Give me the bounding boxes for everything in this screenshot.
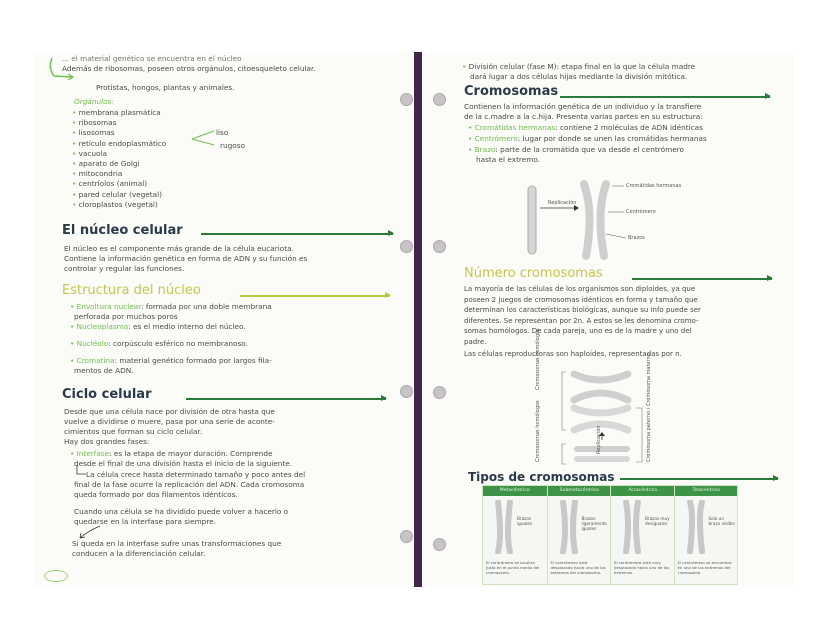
- chromosome-replication-figure: [522, 178, 682, 260]
- interphase-text-3: La célula crece hasta determinado tamaño y poco antes del: [86, 470, 306, 479]
- bullet-icon: •: [468, 145, 475, 154]
- organelle-label: centríolos (animal): [78, 179, 148, 189]
- chromosomes-intro-2: de la c.madre a la c.hija. Presenta varias partes en su estructura:: [464, 112, 703, 121]
- binder-hole: [433, 240, 446, 253]
- organelle-label: retículo endoplasmático: [78, 138, 167, 148]
- bullet-icon: •: [72, 199, 79, 209]
- part-term: Cromátidas hermanas: [474, 123, 556, 132]
- structure-text-cont: mentos de ADN.: [74, 366, 134, 375]
- sister-chromatids-label: Cromátidas hermanas: [626, 183, 682, 189]
- structure-item: [70, 302, 272, 311]
- chromosome-shape-icon: [489, 500, 519, 554]
- chromosome-shape-icon: [681, 500, 711, 554]
- chromosome-shape-icon: [554, 500, 584, 554]
- differentiation-text-1: Si queda en la interfase sufre unas transformaciones que: [72, 539, 282, 548]
- number-text-line: somas homólogos. De cada pareja, uno es de la madre y uno del: [464, 327, 692, 335]
- binder-hole: [433, 93, 446, 106]
- type-arm-label: Brazos ligeramente iguales: [581, 516, 607, 531]
- type-caption: El centrómero se localiza justo en el punto medio del cromosoma.: [486, 560, 540, 575]
- part-term: Brazo: [474, 145, 496, 154]
- binder-hole: [400, 385, 413, 398]
- nucleus-text-1: El núcleo es el componente más grande de la célula eucariota.: [64, 244, 294, 253]
- organelle-item: [72, 108, 161, 117]
- structure-text-cont: perforada por muchos poros: [74, 312, 178, 321]
- bullet-icon: •: [72, 138, 79, 148]
- type-name: Telocéntrico: [692, 488, 720, 493]
- structure-term: Envoltura nuclear: [76, 302, 142, 311]
- type-caption: El centrómero se encuentra en uno de los extremos del cromosoma.: [677, 560, 732, 575]
- interphase-text-4: final de la fase ocurre la replicación del ADN. Cada cromosoma: [74, 480, 305, 489]
- replication-label: Replicación: [548, 200, 577, 206]
- organelles-title: Orgánulos:: [74, 97, 114, 106]
- heading-arrow-icon: [186, 398, 386, 400]
- interphase-text-2: desde el final de una división hasta el inicio de la siguiente.: [74, 459, 293, 468]
- top-fragment-1: ... el material genético se encuentra en el núcleo: [62, 54, 242, 63]
- er-type-liso: liso: [216, 128, 229, 137]
- heading-arrow-icon: [560, 96, 770, 98]
- left-notebook-page: [34, 52, 415, 587]
- number-text-line: Las células reproductoras son haploides, representadas por n.: [464, 350, 682, 358]
- organelle-label: cloroplastos (vegetal): [78, 199, 158, 209]
- organelle-label: membrana plasmática: [78, 108, 161, 117]
- structure-term: Nucleoplasma: [76, 322, 129, 331]
- figure-replication-label: Replicación: [596, 425, 602, 454]
- structure-item: [70, 339, 248, 348]
- quiescence-text-1: Cuando una célula se ha dividido puede volver a hacerlo o: [74, 507, 289, 516]
- organelle-item: [72, 149, 107, 158]
- bullet-icon: •: [72, 159, 79, 168]
- structure-item: [70, 322, 246, 331]
- organelle-label: mitocondria: [78, 169, 123, 179]
- organelle-label: ribosomas: [78, 118, 117, 128]
- chromosomes-heading: Cromosomas: [464, 84, 559, 99]
- binder-hole: [400, 93, 413, 106]
- number-text-line: padre.: [464, 337, 487, 346]
- homologous-chromosomes-figure: [542, 368, 662, 466]
- type-arm-label: Solo un brazo visible: [708, 516, 735, 526]
- types-heading: Tipos de cromosomas: [468, 470, 615, 484]
- right-notebook-page: [422, 52, 794, 587]
- type-name: Metacéntrico: [499, 488, 530, 493]
- part-text: : parte de la cromátida que va desde el centrómero: [495, 145, 684, 154]
- structure-term: Cromatina: [76, 356, 115, 365]
- organelle-label: vacuola: [78, 148, 108, 158]
- chromosome-part-item: [468, 123, 703, 132]
- interphase-text-1: : es la etapa de mayor duración. Comprende: [109, 449, 273, 458]
- heading-arrow-icon: [632, 278, 772, 280]
- structure-term: Nucléolo: [76, 339, 109, 348]
- organelle-label: lisosomas: [78, 128, 115, 138]
- type-caption: El centrómero está desplazado hacia uno de los extremos del cromosoma.: [550, 560, 606, 575]
- nucleus-text-3: controlar y regular las funciones.: [64, 264, 185, 273]
- bullet-icon: •: [70, 322, 77, 331]
- homologous-label-top: Cromosomas homólogos: [535, 328, 541, 390]
- structure-text: : formada por una doble membrana: [141, 302, 272, 311]
- part-text: : lugar por donde se unen las cromátidas hermanas: [517, 134, 707, 143]
- homologous-label-bottom: Cromosomas homólogos: [535, 400, 541, 462]
- chromosome-type-column: [547, 486, 612, 584]
- organelle-label: aparato de Golgi: [78, 159, 140, 168]
- number-text-line: poseen 2 juegos de cromosomas idénticos en forma y tamaño que: [464, 295, 698, 304]
- bullet-icon: •: [72, 148, 79, 158]
- interphase-text-5: queda formado por dos filamentos idénticos.: [74, 490, 238, 499]
- organelle-item: [72, 128, 115, 137]
- cycle-intro-1: Desde que una célula nace por división de otra hasta que: [64, 407, 275, 416]
- interphase-term: Interfase: [76, 449, 110, 458]
- bullet-icon: •: [70, 339, 77, 348]
- bullet-icon: •: [72, 118, 79, 128]
- nucleus-heading: El núcleo celular: [62, 223, 183, 238]
- organelle-item: [72, 139, 166, 148]
- bullet-icon: •: [70, 302, 77, 311]
- bracket-arrow-icon: [46, 56, 76, 80]
- mitosis-text-2: dará lugar a dos células hijas mediante la división mitótica.: [470, 72, 688, 81]
- cycle-heading: Ciclo celular: [62, 387, 152, 402]
- number-text-line: La mayoría de las células de los organismos son diploides, ya que: [464, 285, 696, 293]
- chromosome-type-column: [674, 486, 739, 584]
- bullet-icon: •: [70, 356, 77, 365]
- heading-arrow-icon: [201, 233, 393, 235]
- top-fragment-2: Además de ribosomas, poseen otros orgánulos, citoesqueleto celular.: [62, 64, 316, 73]
- organelle-item: [72, 118, 116, 127]
- type-name: Submetacéntrico: [559, 488, 599, 493]
- structure-text: : es el medio interno del núcleo.: [128, 322, 246, 331]
- differentiation-text-2: conducen a la diferenciación celular.: [72, 549, 206, 558]
- organelle-item: [72, 169, 122, 178]
- binder-hole: [433, 386, 446, 399]
- heading-arrow-icon: [240, 295, 390, 297]
- type-arm-label: Brazos muy desiguales: [645, 516, 670, 526]
- part-text: : contiene 2 moléculas de ADN idénticas: [555, 123, 703, 132]
- bullet-icon: •: [462, 62, 469, 71]
- indent-arrow-icon: [74, 464, 88, 480]
- bullet-icon: •: [72, 179, 79, 189]
- chromosome-shape-icon: [617, 500, 647, 554]
- structure-heading: Estructura del núcleo: [62, 283, 201, 298]
- page-corner-doodle: [44, 570, 68, 582]
- structure-text: : material genético formado por largos fila-: [114, 356, 272, 365]
- cycle-intro-3: cimientos que forman su ciclo celular.: [64, 427, 203, 436]
- chromosome-type-column: [483, 486, 547, 584]
- chromosome-part-item: [468, 134, 707, 143]
- number-text-line: diferentes. Se representan por 2n. A estos se les denomina cromo-: [464, 316, 699, 325]
- part-text-cont: hasta el extremo.: [476, 155, 541, 164]
- heading-arrow-icon: [620, 478, 778, 480]
- bullet-icon: •: [72, 108, 79, 117]
- organelle-item: [72, 200, 158, 209]
- type-caption: El centrómero está muy desplazado hacia uno de los extremos.: [614, 560, 670, 575]
- cycle-intro-4: Hay dos grandes fases:: [64, 437, 150, 446]
- mitosis-text-1: División celular (fase M): etapa final en la que la célula madre: [468, 62, 696, 71]
- bullet-icon: •: [468, 123, 475, 132]
- chromosomes-intro-1: Contienen la información genética de un individuo y la transfiere: [464, 102, 702, 111]
- parental-label: Cromosoma paterno / Cromosoma materno: [646, 353, 652, 462]
- structure-item: [70, 356, 272, 365]
- bullet-icon: •: [70, 449, 77, 458]
- part-term: Centrómero: [474, 134, 518, 143]
- nucleus-text-2: Contiene la información genética en forma de ADN y su función es: [64, 254, 308, 263]
- bullet-icon: •: [72, 169, 79, 179]
- binder-hole: [400, 530, 413, 543]
- organelle-item: [72, 179, 147, 188]
- organelle-item: [72, 190, 162, 199]
- bullet-icon: •: [468, 134, 475, 143]
- number-heading: Número cromosomas: [464, 266, 603, 281]
- bullet-icon: •: [72, 189, 79, 199]
- binder-hole: [400, 240, 413, 253]
- type-name: Acrocéntrico: [628, 488, 658, 493]
- organisms-line: Protistas, hongos, plantas y animales.: [96, 83, 235, 92]
- quiescence-text-2: quedarse en la interfase para siempre.: [74, 517, 216, 526]
- chromosome-type-column: [610, 486, 675, 584]
- chromosome-types-table: [482, 485, 738, 585]
- binder-hole: [433, 538, 446, 551]
- bullet-icon: •: [72, 128, 79, 138]
- type-arm-label: Brazos iguales: [517, 516, 532, 526]
- number-text-line: determinan los características biológicas, aunque su info puede ser: [464, 306, 701, 314]
- er-type-rugoso: rugoso: [220, 141, 245, 150]
- cycle-intro-2: vuelve a dividirse o muere, pasa por una serie de aconte-: [64, 417, 275, 426]
- structure-text: : corpúsculo esférico no membranoso.: [108, 339, 248, 348]
- arms-label: Brazos: [628, 235, 645, 241]
- chromosome-part-item: [468, 145, 684, 154]
- organelle-label: pared celular (vegetal): [78, 189, 162, 199]
- organelle-item: [72, 159, 140, 168]
- centromere-label: Centrómero: [626, 209, 656, 215]
